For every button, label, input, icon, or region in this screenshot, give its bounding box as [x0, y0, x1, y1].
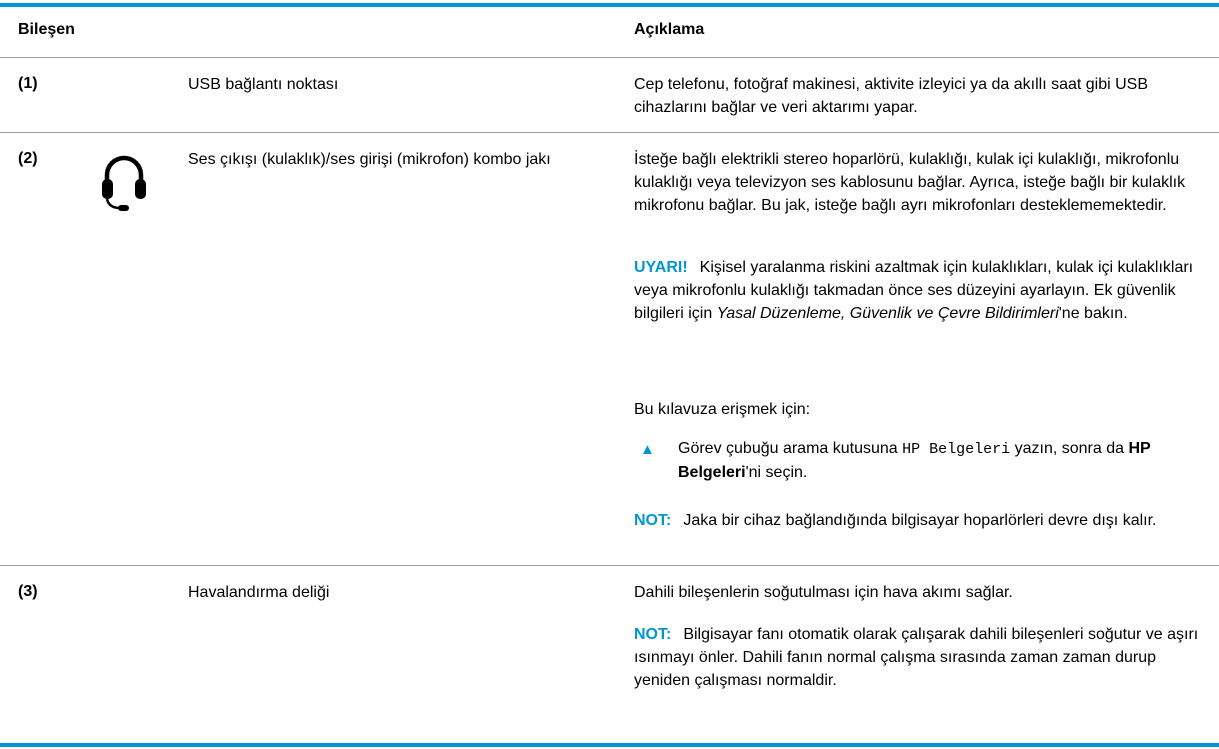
component-name: USB bağlantı noktası	[188, 76, 339, 93]
guide-intro: Bu kılavuza erişmek için:	[634, 401, 811, 418]
table-header	[0, 7, 1219, 58]
step-suffix: 'ni seçin.	[745, 464, 808, 481]
note-label: NOT:	[634, 626, 672, 643]
note-text: Jaka bir cihaz bağlandığında bilgisayar hoparlörleri devre dışı kalır.	[683, 512, 1157, 529]
note-paragraph	[634, 509, 1210, 532]
step-bold: HP Belgeleri	[678, 440, 1151, 481]
guide-step	[678, 437, 1208, 484]
warning-text: Kişisel yaralanma riskini azaltmak için kulaklıkları, kulak içi kulaklıkları veya mikrofonlu kulaklığı takmadan önce ses düzeyini ayarlayın. Ek güvenlik bilgileri için	[634, 259, 1194, 322]
note-label: NOT:	[634, 512, 672, 529]
warning-label: UYARI!	[634, 259, 688, 276]
regulatory-notice-title: Yasal Düzenleme, Güvenlik ve Çevre Bildirimleri	[716, 305, 1059, 322]
warning-paragraph	[634, 256, 1210, 325]
header-description: Açıklama	[634, 21, 705, 38]
row-divider	[0, 132, 1219, 133]
component-name: Havalandırma deliği	[188, 584, 330, 601]
row-number: (1)	[18, 75, 38, 92]
step-middle: yazın, sonra da	[1010, 440, 1129, 457]
component-description: Dahili bileşenlerin soğutulması için hava akımı sağlar.	[634, 584, 1013, 601]
step-code: HP Belgeleri	[902, 441, 1011, 458]
note-paragraph	[634, 623, 1210, 692]
note-text: Bilgisayar fanı otomatik olarak çalışarak dahili bileşenleri soğutur ve aşırı ısınmayı önler. Dahili fanın normal çalışma sırasında zaman zaman durup yeniden çalışması normaldir.	[634, 626, 1199, 689]
headset-icon	[100, 149, 148, 218]
step-prefix: Görev çubuğu arama kutusuna	[678, 440, 903, 457]
component-description: İsteğe bağlı elektrikli stereo hoparlörü, kulaklığı, kulak içi kulaklığı, mikrofonlu kulaklığı veya televizyon ses kablosunu bağlar. Ayrıca, isteğe bağlı bir kulaklık mikrofonu bağlar. Bu jak, isteğe bağlı ayrı mikrofonları desteklememektedir.	[634, 151, 1186, 214]
header-component: Bileşen	[18, 21, 75, 38]
component-name: Ses çıkışı (kulaklık)/ses girişi (mikrofon) kombo jakı	[188, 151, 551, 168]
row-number: (2)	[18, 150, 38, 167]
table-bottom-rule	[0, 743, 1219, 747]
row-number: (3)	[18, 583, 38, 600]
row-divider	[0, 565, 1219, 566]
triangle-bullet-icon: ▲	[640, 441, 655, 458]
warning-suffix: 'ne bakın.	[1058, 305, 1128, 322]
component-description: Cep telefonu, fotoğraf makinesi, aktivite izleyici ya da akıllı saat gibi USB cihazlarını bağlar ve veri aktarımı yapar.	[634, 76, 1149, 116]
